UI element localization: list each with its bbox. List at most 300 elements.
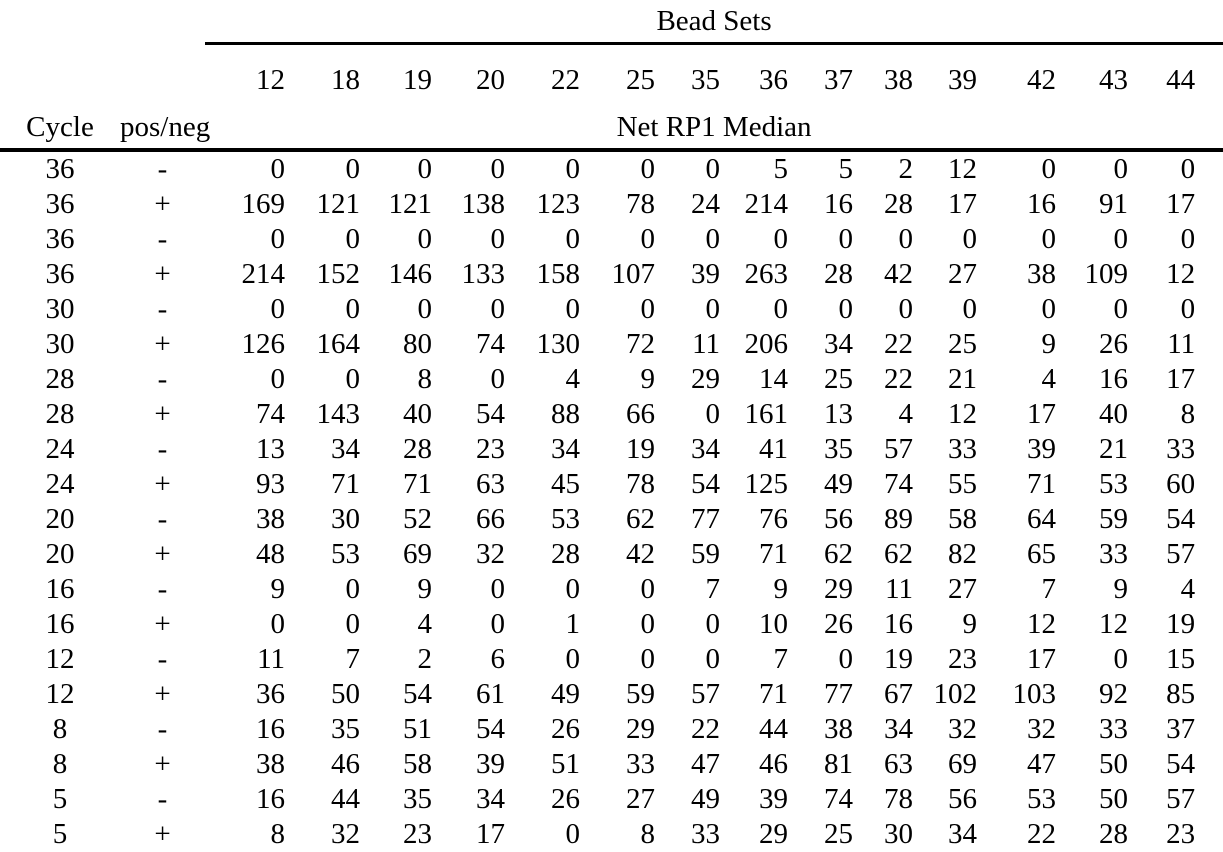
cycle-cell: 20 (45, 538, 75, 570)
value-cell: 46 (331, 748, 360, 780)
value-cell: 11 (692, 328, 720, 360)
value-cell: 8 (640, 818, 655, 850)
value-cell: 53 (551, 503, 580, 535)
value-cell: 54 (476, 713, 505, 745)
sign-cell: - (157, 503, 168, 535)
value-cell: 7 (345, 643, 360, 675)
value-cell: 10 (759, 608, 788, 640)
value-cell: 0 (898, 223, 913, 255)
posneg-column-header: pos/neg (120, 105, 205, 150)
cycle-cell: 16 (45, 608, 75, 640)
value-cell: 103 (1012, 678, 1056, 710)
value-cell: 32 (476, 538, 505, 570)
value-cell: 85 (1166, 678, 1196, 710)
sign-cell: - (157, 363, 168, 395)
value-cell: 0 (270, 363, 285, 395)
value-cell: 71 (759, 678, 788, 710)
value-cell: 59 (1099, 503, 1128, 535)
value-cell: 35 (331, 713, 360, 745)
value-cell: 4 (417, 608, 432, 640)
value-cell: 71 (759, 538, 788, 570)
value-cell: 0 (1113, 153, 1128, 185)
bead-set-label: 36 (759, 64, 788, 96)
value-cell: 0 (417, 153, 432, 185)
value-cell: 28 (403, 433, 432, 465)
value-cell: 0 (1113, 293, 1128, 325)
cycle-cell: 12 (45, 678, 75, 710)
cycle-cell: 28 (45, 363, 75, 395)
cycle-cell: 36 (45, 188, 75, 220)
value-cell: 56 (824, 503, 853, 535)
value-cell: 74 (476, 328, 505, 360)
value-cell: 49 (691, 783, 720, 815)
value-cell: 22 (691, 713, 720, 745)
sign-cell: - (157, 293, 168, 325)
value-cell: 60 (1166, 468, 1196, 500)
value-cell: 17 (1027, 643, 1056, 675)
value-cell: 25 (824, 818, 853, 850)
value-cell: 143 (316, 398, 360, 430)
value-cell: 8 (1180, 398, 1196, 430)
value-cell: 66 (476, 503, 505, 535)
bead-set-label: 18 (331, 64, 360, 96)
value-cell: 2 (898, 153, 913, 185)
value-cell: 29 (759, 818, 788, 850)
value-cell: 130 (536, 328, 580, 360)
value-cell: 57 (1166, 783, 1196, 815)
value-cell: 33 (626, 748, 655, 780)
sign-cell: - (157, 153, 168, 185)
value-cell: 62 (626, 503, 655, 535)
value-cell: 0 (417, 293, 432, 325)
value-cell: 0 (270, 608, 285, 640)
value-cell: 33 (691, 818, 720, 850)
cycle-cell: 24 (45, 433, 75, 465)
table-row (0, 257, 1223, 292)
value-cell: 57 (884, 433, 913, 465)
value-cell: 0 (345, 293, 360, 325)
value-cell: 53 (1099, 468, 1128, 500)
value-cell: 50 (1099, 748, 1128, 780)
sign-cell: - (157, 713, 168, 745)
value-cell: 88 (551, 398, 580, 430)
value-cell: 74 (824, 783, 853, 815)
value-cell: 71 (403, 468, 432, 500)
value-cell: 25 (824, 363, 853, 395)
value-cell: 53 (331, 538, 360, 570)
value-cell: 89 (884, 503, 913, 535)
value-cell: 29 (824, 573, 853, 605)
value-cell: 0 (838, 223, 853, 255)
value-cell: 37 (1166, 713, 1196, 745)
group-header-row (0, 0, 1223, 44)
value-cell: 23 (403, 818, 432, 850)
value-cell: 28 (551, 538, 580, 570)
value-cell: 78 (626, 188, 655, 220)
sign-cell: + (154, 538, 171, 570)
sign-cell: + (154, 748, 171, 780)
value-cell: 40 (403, 398, 432, 430)
value-cell: 39 (476, 748, 505, 780)
value-cell: 0 (705, 643, 720, 675)
cycle-cell: 5 (52, 783, 68, 815)
table-row (0, 607, 1223, 642)
value-cell: 125 (744, 468, 788, 500)
value-cell: 0 (1041, 153, 1056, 185)
value-cell: 4 (1041, 363, 1056, 395)
value-cell: 42 (626, 538, 655, 570)
value-cell: 7 (1041, 573, 1056, 605)
table-row (0, 502, 1223, 537)
value-cell: 44 (759, 713, 788, 745)
value-cell: 30 (884, 818, 913, 850)
sign-cell: - (157, 783, 168, 815)
value-cell: 12 (1027, 608, 1056, 640)
value-cell: 62 (824, 538, 853, 570)
table-row (0, 150, 1223, 187)
value-cell: 69 (403, 538, 432, 570)
value-cell: 0 (962, 293, 977, 325)
table-row (0, 537, 1223, 572)
value-cell: 7 (773, 643, 788, 675)
value-cell: 27 (948, 573, 977, 605)
value-cell: 0 (490, 608, 505, 640)
table-row (0, 782, 1223, 817)
sign-cell: + (154, 188, 171, 220)
bead-set-label: 25 (626, 64, 655, 96)
value-cell: 21 (1099, 433, 1128, 465)
value-cell: 50 (331, 678, 360, 710)
value-cell: 0 (1180, 293, 1196, 325)
value-cell: 16 (256, 783, 285, 815)
value-cell: 146 (388, 258, 432, 290)
value-cell: 23 (1166, 818, 1196, 850)
value-cell: 0 (705, 153, 720, 185)
value-cell: 16 (256, 713, 285, 745)
value-cell: 34 (824, 328, 853, 360)
value-cell: 22 (1027, 818, 1056, 850)
value-cell: 0 (270, 153, 285, 185)
value-cell: 0 (962, 223, 977, 255)
cycle-cell: 8 (52, 748, 68, 780)
value-cell: 57 (691, 678, 720, 710)
value-cell: 0 (490, 293, 505, 325)
header-spacer (0, 44, 205, 106)
value-cell: 0 (705, 608, 720, 640)
value-cell: 11 (257, 643, 285, 675)
cycle-cell: 36 (45, 258, 75, 290)
cycle-cell: 24 (45, 468, 75, 500)
value-cell: 0 (565, 223, 580, 255)
table-body (0, 150, 1223, 852)
table-row (0, 817, 1223, 852)
value-cell: 32 (948, 713, 977, 745)
value-cell: 64 (1027, 503, 1056, 535)
value-cell: 38 (824, 713, 853, 745)
value-cell: 50 (1099, 783, 1128, 815)
value-cell: 0 (345, 573, 360, 605)
value-cell: 9 (1041, 328, 1056, 360)
value-cell: 5 (773, 153, 788, 185)
value-cell: 30 (331, 503, 360, 535)
bead-set-label: 39 (948, 64, 977, 96)
value-cell: 4 (1180, 573, 1196, 605)
value-cell: 263 (744, 258, 788, 290)
value-cell: 0 (838, 643, 853, 675)
value-cell: 123 (536, 188, 580, 220)
sign-cell: + (154, 678, 171, 710)
table-row (0, 397, 1223, 432)
value-cell: 76 (759, 503, 788, 535)
value-cell: 36 (256, 678, 285, 710)
bead-set-label: 12 (256, 64, 285, 96)
value-cell: 58 (403, 748, 432, 780)
value-cell: 28 (884, 188, 913, 220)
value-cell: 51 (403, 713, 432, 745)
value-cell: 13 (824, 398, 853, 430)
value-cell: 16 (1099, 363, 1128, 395)
value-cell: 49 (551, 678, 580, 710)
value-cell: 0 (640, 643, 655, 675)
value-cell: 62 (884, 538, 913, 570)
value-cell: 26 (1099, 328, 1128, 360)
value-cell: 15 (1166, 643, 1196, 675)
table-row (0, 712, 1223, 747)
value-cell: 77 (824, 678, 853, 710)
value-cell: 41 (759, 433, 788, 465)
sign-cell: + (154, 258, 171, 290)
table-row (0, 327, 1223, 362)
value-cell: 54 (476, 398, 505, 430)
value-cell: 0 (705, 223, 720, 255)
value-cell: 0 (1180, 223, 1196, 255)
header-spacer (0, 0, 205, 44)
value-cell: 44 (331, 783, 360, 815)
value-cell: 12 (948, 153, 977, 185)
value-cell: 55 (948, 468, 977, 500)
value-cell: 0 (898, 293, 913, 325)
value-cell: 81 (824, 748, 853, 780)
value-cell: 164 (316, 328, 360, 360)
value-cell: 0 (705, 398, 720, 430)
value-cell: 22 (884, 328, 913, 360)
value-cell: 0 (1113, 223, 1128, 255)
table-row (0, 432, 1223, 467)
value-cell: 47 (1027, 748, 1056, 780)
value-cell: 54 (1166, 503, 1196, 535)
value-cell: 40 (1099, 398, 1128, 430)
value-cell: 16 (884, 608, 913, 640)
value-cell: 22 (884, 363, 913, 395)
value-cell: 38 (1027, 258, 1056, 290)
value-cell: 0 (345, 608, 360, 640)
value-cell: 63 (884, 748, 913, 780)
value-cell: 63 (476, 468, 505, 500)
value-cell: 19 (1166, 608, 1196, 640)
value-cell: 92 (1099, 678, 1128, 710)
value-cell: 82 (948, 538, 977, 570)
value-cell: 138 (461, 188, 505, 220)
value-cell: 0 (490, 223, 505, 255)
value-cell: 0 (565, 573, 580, 605)
value-cell: 19 (626, 433, 655, 465)
cycle-cell: 28 (45, 398, 75, 430)
sign-cell: + (154, 398, 171, 430)
value-cell: 34 (551, 433, 580, 465)
value-cell: 152 (316, 258, 360, 290)
value-cell: 24 (691, 188, 720, 220)
value-cell: 14 (759, 363, 788, 395)
value-cell: 26 (551, 713, 580, 745)
value-cell: 0 (565, 293, 580, 325)
value-cell: 4 (898, 398, 913, 430)
value-cell: 53 (1027, 783, 1056, 815)
group-header: Bead Sets (205, 0, 1223, 44)
sign-cell: + (154, 468, 171, 500)
value-cell: 42 (884, 258, 913, 290)
value-cell: 23 (948, 643, 977, 675)
value-cell: 0 (773, 223, 788, 255)
value-cell: 51 (551, 748, 580, 780)
value-cell: 9 (1113, 573, 1128, 605)
value-cell: 126 (241, 328, 285, 360)
value-cell: 33 (1166, 433, 1196, 465)
cycle-cell: 16 (45, 573, 75, 605)
value-cell: 5 (838, 153, 853, 185)
value-cell: 16 (824, 188, 853, 220)
value-cell: 29 (626, 713, 655, 745)
bead-set-label: 44 (1166, 64, 1196, 96)
value-cell: 59 (626, 678, 655, 710)
bead-set-label: 22 (551, 64, 580, 96)
value-cell: 0 (640, 293, 655, 325)
value-cell: 35 (824, 433, 853, 465)
table-row (0, 642, 1223, 677)
table-row (0, 292, 1223, 327)
value-cell: 48 (256, 538, 285, 570)
value-cell: 121 (316, 188, 360, 220)
bead-set-label: 35 (691, 64, 720, 96)
sign-cell: + (154, 328, 171, 360)
value-cell: 71 (331, 468, 360, 500)
value-cell: 214 (241, 258, 285, 290)
value-cell: 8 (417, 363, 432, 395)
cycle-cell: 36 (45, 153, 75, 185)
value-cell: 25 (948, 328, 977, 360)
value-cell: 57 (1166, 538, 1196, 570)
cycle-cell: 30 (45, 293, 75, 325)
value-cell: 11 (885, 573, 913, 605)
value-cell: 9 (417, 573, 432, 605)
value-cell: 0 (345, 153, 360, 185)
value-cell: 33 (1099, 713, 1128, 745)
table-row (0, 677, 1223, 712)
value-cell: 102 (933, 678, 977, 710)
value-cell: 206 (744, 328, 788, 360)
value-cell: 52 (403, 503, 432, 535)
value-cell: 39 (1027, 433, 1056, 465)
value-cell: 17 (1166, 188, 1196, 220)
cycle-cell: 36 (45, 223, 75, 255)
value-cell: 133 (461, 258, 505, 290)
table-row (0, 222, 1223, 257)
value-cell: 0 (270, 293, 285, 325)
bead-set-label: 38 (884, 64, 913, 96)
value-cell: 59 (691, 538, 720, 570)
sign-cell: - (157, 643, 168, 675)
sign-cell: - (157, 573, 168, 605)
value-cell: 66 (626, 398, 655, 430)
value-cell: 16 (1027, 188, 1056, 220)
value-cell: 9 (962, 608, 977, 640)
value-cell: 109 (1084, 258, 1128, 290)
table-row (0, 362, 1223, 397)
value-cell: 61 (476, 678, 505, 710)
cycle-cell: 12 (45, 643, 75, 675)
sign-cell: - (157, 433, 168, 465)
bead-set-label: 42 (1027, 64, 1056, 96)
value-cell: 214 (744, 188, 788, 220)
table-row (0, 187, 1223, 222)
bead-set-header-row (0, 44, 1223, 106)
sub-header-row (0, 105, 1223, 150)
value-cell: 107 (611, 258, 655, 290)
cycle-cell: 20 (45, 503, 75, 535)
value-cell: 38 (256, 503, 285, 535)
value-cell: 0 (270, 223, 285, 255)
value-cell: 0 (838, 293, 853, 325)
value-cell: 9 (270, 573, 285, 605)
value-cell: 45 (551, 468, 580, 500)
value-cell: 12 (1166, 258, 1196, 290)
value-cell: 54 (691, 468, 720, 500)
value-cell: 78 (626, 468, 655, 500)
value-cell: 0 (565, 643, 580, 675)
value-cell: 33 (948, 433, 977, 465)
value-cell: 34 (331, 433, 360, 465)
value-cell: 69 (948, 748, 977, 780)
table-row (0, 467, 1223, 502)
value-cell: 0 (565, 153, 580, 185)
value-cell: 0 (640, 608, 655, 640)
value-cell: 28 (1099, 818, 1128, 850)
sign-cell: - (157, 223, 168, 255)
value-cell: 0 (490, 573, 505, 605)
value-cell: 71 (1027, 468, 1056, 500)
value-cell: 1 (565, 608, 580, 640)
value-cell: 121 (388, 188, 432, 220)
value-cell: 13 (256, 433, 285, 465)
bead-set-label: 19 (403, 64, 432, 96)
value-cell: 21 (948, 363, 977, 395)
value-cell: 38 (256, 748, 285, 780)
value-cell: 0 (417, 223, 432, 255)
sign-cell: + (154, 818, 171, 850)
value-header: Net RP1 Median (205, 105, 1223, 150)
value-cell: 27 (948, 258, 977, 290)
value-cell: 8 (270, 818, 285, 850)
value-cell: 54 (403, 678, 432, 710)
value-cell: 26 (824, 608, 853, 640)
value-cell: 6 (490, 643, 505, 675)
value-cell: 47 (691, 748, 720, 780)
cycle-cell: 30 (45, 328, 75, 360)
value-cell: 7 (705, 573, 720, 605)
value-cell: 34 (884, 713, 913, 745)
value-cell: 0 (640, 573, 655, 605)
value-cell: 0 (1113, 643, 1128, 675)
value-cell: 0 (345, 223, 360, 255)
